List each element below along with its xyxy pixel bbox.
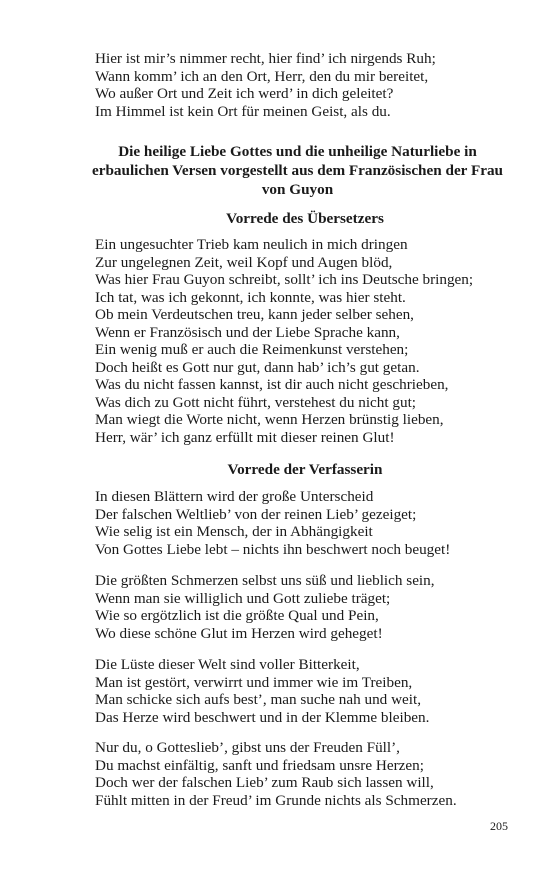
verse-line: Wann komm’ ich an den Ort, Herr, den du mir bereitet, bbox=[95, 67, 429, 85]
verse-line: Im Himmel ist kein Ort für meinen Geist, als du. bbox=[95, 102, 391, 120]
verse-line: Die größten Schmerzen selbst uns süß und lieblich sein, bbox=[95, 572, 435, 589]
section-title: Die heilige Liebe Gottes und die unheilige Naturliebe in erbaulichen Versen vorgestellt aus dem Französischen der Frau von Guyon bbox=[91, 143, 504, 198]
author-preface-title: Vorrede der Verfasserin bbox=[227, 461, 383, 478]
verse-line: Man ist gestört, verwirrt und immer wie im Treiben, bbox=[95, 673, 413, 691]
verse-line: Man schicke sich aufs best’, man suche nah und weit, bbox=[95, 691, 422, 708]
intro-stanza bbox=[95, 50, 515, 120]
verse-line: Zur ungelegnen Zeit, weil Kopf und Augen blöd, bbox=[95, 253, 393, 271]
verse-line: Ich tat, was ich gekonnt, ich konnte, was hier steht. bbox=[95, 288, 406, 306]
verse-line: Das Herze wird beschwert und in der Klemme bleiben. bbox=[95, 708, 430, 726]
verse-line: Wo diese schöne Glut im Herzen wird geheget! bbox=[95, 624, 383, 642]
author-stanza-1 bbox=[95, 488, 515, 558]
verse-line: Man wiegt die Worte nicht, wenn Herzen brünstig lieben, bbox=[95, 411, 444, 428]
verse-line: Wie so ergötzlich ist die größte Qual und Pein, bbox=[95, 607, 379, 624]
verse-line: In diesen Blättern wird der große Unterscheid bbox=[95, 488, 374, 505]
verse-line: Wenn man sie williglich und Gott zuliebe träget; bbox=[95, 589, 391, 607]
translator-preface-verses bbox=[95, 236, 515, 446]
verse-line: Ein ungesuchter Trieb kam neulich in mich dringen bbox=[95, 236, 408, 253]
verse-line: Wie selig ist ein Mensch, der in Abhängigkeit bbox=[95, 523, 373, 540]
verse-line: Nur du, o Gotteslieb’, gibst uns der Freuden Füll’, bbox=[95, 739, 400, 756]
verse-line: Du machst einfältig, sanft und friedsam unsre Herzen; bbox=[95, 756, 424, 774]
verse-line: Was du nicht fassen kannst, ist dir auch nicht geschrieben, bbox=[95, 376, 449, 393]
verse-line: Ein wenig muß er auch die Reimenkunst verstehen; bbox=[95, 341, 409, 358]
verse-line: Wenn er Französisch und der Liebe Sprache kann, bbox=[95, 323, 400, 341]
verse-line: Der falschen Weltlieb’ von der reinen Lieb’ gezeiget; bbox=[95, 505, 417, 523]
verse-line: Doch heißt es Gott nur gut, dann hab’ ich’s gut getan. bbox=[95, 358, 420, 376]
verse-line: Fühlt mitten in der Freud’ im Grunde nichts als Schmerzen. bbox=[95, 791, 457, 809]
verse-line: Die Lüste dieser Welt sind voller Bitterkeit, bbox=[95, 656, 360, 673]
verse-line: Ob mein Verdeutschen treu, kann jeder selber sehen, bbox=[95, 306, 414, 323]
author-stanza-2 bbox=[95, 572, 515, 642]
verse-line: Was hier Frau Guyon schreibt, sollt’ ich ins Deutsche bringen; bbox=[95, 271, 474, 288]
verse-line: Von Gottes Liebe lebt – nichts ihn beschwert noch beuget! bbox=[95, 540, 451, 558]
translator-preface-title: Vorrede des Übersetzers bbox=[226, 210, 384, 227]
verse-line: Wo außer Ort und Zeit ich werd’ in dich geleitet? bbox=[95, 85, 394, 102]
verse-line: Herr, wär’ ich ganz erfüllt mit dieser reinen Glut! bbox=[95, 428, 395, 446]
verse-line: Doch wer der falschen Lieb’ zum Raub sich lassen will, bbox=[95, 774, 434, 791]
verse-line: Was dich zu Gott nicht führt, verstehest du nicht gut; bbox=[95, 393, 417, 411]
author-stanza-3 bbox=[95, 656, 515, 726]
verse-line: Hier ist mir’s nimmer recht, hier find’ ich nirgends Ruh; bbox=[95, 50, 436, 67]
page-number: 205 bbox=[490, 819, 508, 833]
author-stanza-4 bbox=[95, 739, 515, 809]
